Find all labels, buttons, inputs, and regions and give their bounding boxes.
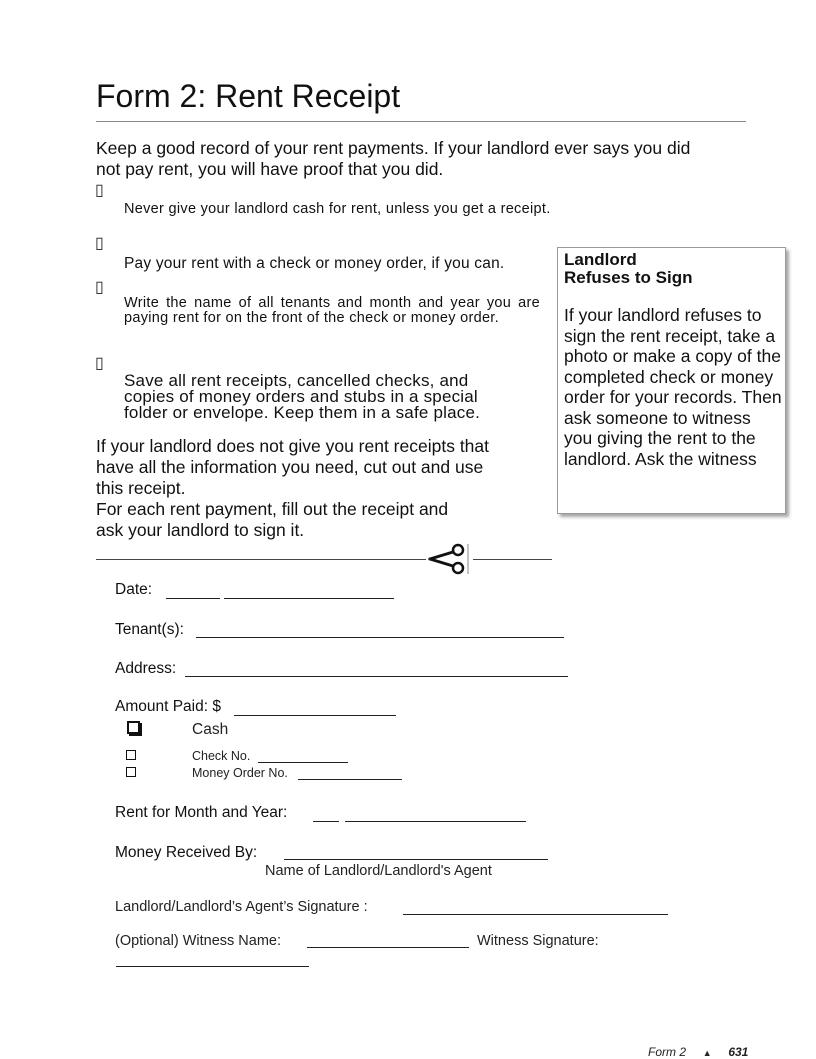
- signature-field[interactable]: [403, 914, 668, 915]
- page-title: Form 2: Rent Receipt: [96, 78, 401, 114]
- tenants-field[interactable]: [196, 637, 564, 638]
- received-by-caption: Name of Landlord/Landlord's Agent: [265, 863, 492, 879]
- witness-name-field[interactable]: [307, 947, 469, 948]
- amount-paid-label: Amount Paid: $: [115, 698, 221, 715]
- sidebar-title-line: Landlord: [564, 250, 637, 269]
- scissors-icon: [428, 540, 470, 578]
- tip-text: Save all rent receipts, cancelled checks, and copies of money orders and stubs in a special folder or envelope. Keep them in a safe place.: [124, 371, 481, 422]
- tip-text: Never give your landlord cash for rent, unless you get a receipt.: [124, 201, 551, 217]
- tip-bullet-icon: ▯: [95, 355, 104, 372]
- tip-bullet-icon: ▯: [95, 182, 104, 199]
- title-divider: [96, 121, 746, 122]
- date-field[interactable]: [224, 598, 394, 599]
- paragraph-line: this receipt.: [96, 478, 186, 498]
- check-no-field[interactable]: [258, 762, 348, 763]
- instruction-paragraph: [96, 436, 489, 541]
- date-field[interactable]: [166, 598, 220, 599]
- sidebar-title: [564, 251, 774, 287]
- tip-text: Write the name of all tenants and month and year you are paying rent for on the front of the check or money order.: [124, 295, 540, 326]
- tip-bullet-icon: ▯: [95, 279, 104, 296]
- check-no-label: Check No.: [192, 749, 251, 763]
- rent-month-field[interactable]: [313, 821, 339, 822]
- paragraph-line: For each rent payment, fill out the receipt and: [96, 499, 449, 519]
- address-label: Address:: [115, 660, 177, 677]
- cash-label: Cash: [192, 721, 229, 738]
- footer-separator-icon: ▲: [702, 1048, 712, 1058]
- cash-checkbox-icon[interactable]: [127, 721, 140, 734]
- cut-line: [473, 559, 552, 560]
- sidebar-box: [557, 247, 786, 514]
- footer: [648, 1045, 748, 1059]
- money-order-no-label: Money Order No.: [192, 766, 288, 780]
- signature-label: Landlord/Landlord’s Agent’s Signature :: [115, 899, 368, 915]
- witness-signature-field[interactable]: [116, 966, 309, 967]
- tip-bullet-icon: ▯: [95, 235, 104, 252]
- cut-line: [96, 559, 426, 560]
- money-received-by-label: Money Received By:: [115, 844, 258, 861]
- paragraph-line: If your landlord does not give you rent receipts that: [96, 436, 490, 456]
- paragraph-line: have all the information you need, cut out and use: [96, 457, 484, 477]
- tenants-label: Tenant(s):: [115, 621, 184, 638]
- rent-month-year-label: Rent for Month and Year:: [115, 804, 288, 821]
- rent-year-field[interactable]: [345, 821, 526, 822]
- sidebar-title-line: Refuses to Sign: [564, 268, 693, 287]
- money-received-by-field[interactable]: [284, 859, 548, 860]
- paragraph-line: ask your landlord to sign it.: [96, 520, 305, 540]
- amount-paid-field[interactable]: [234, 715, 396, 716]
- money-order-no-field[interactable]: [298, 779, 402, 780]
- date-label: Date:: [115, 581, 153, 598]
- money-order-checkbox-icon[interactable]: [126, 767, 136, 777]
- tip-text: Pay your rent with a check or money order, if you can.: [124, 255, 505, 272]
- footer-form-label: Form 2: [648, 1045, 687, 1059]
- intro-text: Keep a good record of your rent payments. If your landlord ever says you did not pay rent, you will have proof that you did.: [96, 138, 691, 179]
- witness-name-label: (Optional) Witness Name:: [115, 933, 281, 949]
- sidebar-body: If your landlord refuses to sign the rent receipt, take a photo or make a copy of the completed check or money order for your records. Then ask someone to witness you giving the rent to the landlord. Ask the witness: [564, 305, 782, 469]
- address-field[interactable]: [185, 676, 568, 677]
- witness-signature-label: Witness Signature:: [477, 933, 599, 949]
- page-number: 631: [728, 1045, 749, 1059]
- check-checkbox-icon[interactable]: [126, 750, 136, 760]
